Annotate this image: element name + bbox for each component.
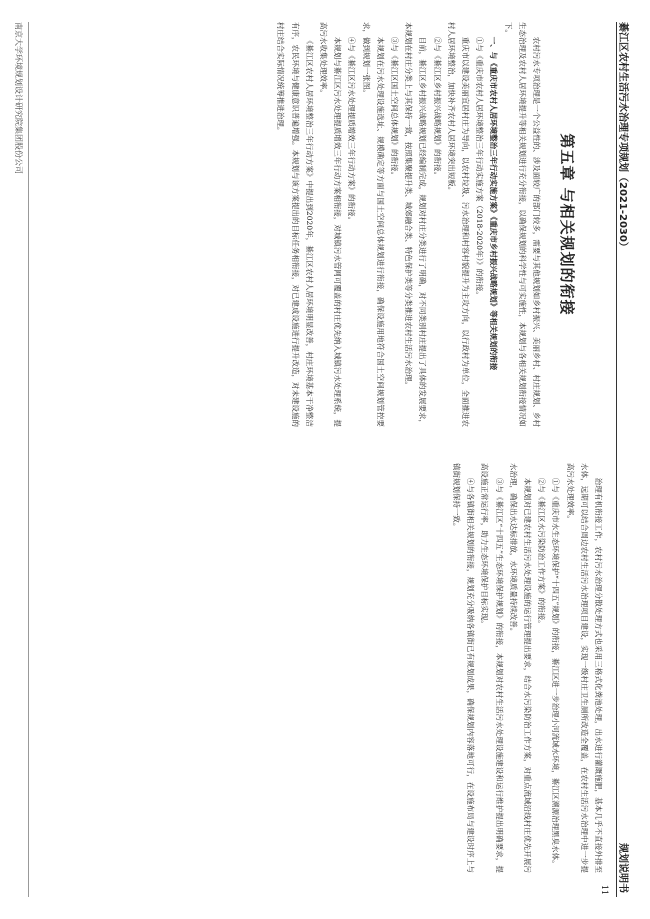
page-number: 11	[600, 884, 609, 895]
paragraph: ①与《重庆市农村人居环境整治三年行动实施方案（2018-2020年）》的衔接。	[475, 36, 485, 299]
right-column	[449, 463, 605, 873]
left-column	[273, 22, 605, 427]
paragraph: ②与《綦江区水污染防治工作方案》的衔接。	[537, 477, 547, 628]
paragraph: ④与《綦江区污水处理提质增效三年行动方案》的衔接。	[347, 36, 357, 225]
paragraph: 农村污水专项治理是一个公益性的、涉及面较广的部门较多，需要与其他规划如乡村振兴、美丽乡村、村庄规划、乡村生态治理及农村人居环境提升等相关规划进行充分衔接，以确保规划的科学性与可实施性，本规划与各相关规划衔接情况如下。	[503, 22, 541, 427]
paragraph: 本规划对已建农村生活污水处理设施的运行管理提出要求，结合水污染防治工作方案，对重点流域沿线村庄优先开展污水治理，确保出水达标排放，水环境质量持续改善。	[508, 463, 532, 873]
header-doc-type: 规划说明书	[617, 843, 628, 893]
paragraph: 本规划与綦江区污水处理提质增效三年行动方案相衔接，对城镇污水管网可覆盖的村庄优先纳入城镇污水处理系统，提高污水收集处理效率。	[318, 22, 343, 427]
paragraph: ③与《綦江区国土空间总体规划》的衔接。	[389, 36, 399, 180]
paragraph: ④与各镇街相关规划的衔接，规划充分吸纳各镇街已有规划成果，确保规划内容落地可行，在设施布局与建设时序上与镇街规划保持一致。	[451, 463, 476, 873]
paragraph: 本规划在污水处理设施选址、规模确定等方面与国土空间总体规划进行衔接，确保设施用地符合国土空间规划管控要求，做到规划一张图。	[361, 22, 385, 427]
paragraph: ③与《綦江区“十四五”生态环境保护规划》的衔接，本规划对农村生活污水处理设施建设和运行维护提出明确要求，提高设施正常运行率，助力生态环境保护目标实现。	[480, 463, 504, 873]
section-heading: 一、与《重庆市农村人居环境整治三年行动实施方案》《重庆市乡村振兴战略规划》等相关规划的衔接	[489, 36, 499, 371]
chapter-title: 第五章 与相关规划的衔接	[558, 133, 576, 316]
paragraph: ①与《重庆市水生态环境保护“十四五”规划》的衔接，綦江区进一步治理小河流域水环境，綦江区溯源治理黑臭水体。	[551, 477, 561, 868]
header-rule	[616, 22, 617, 897]
paragraph: 治理有机衔接工作，农村污水治理分散处理方式也采用三格式化粪池处理，出水进行灌溉施肥，基本几乎不直接外排至水体，远期可以结合周边农村生活污水治理项目建设，实现一级村庄卫生厕所改造全覆盖，在农村生活污水治理中进一步提高污水处理效率。	[565, 463, 603, 873]
footer-organization: 南京大学环境规划设计研究院集团股份公司	[14, 22, 23, 174]
header-title: 綦江区农村生活污水治理专项规划（2021-2030）	[617, 22, 628, 252]
paragraph: ②与《綦江区乡村振兴战略规划》的衔接。	[432, 36, 442, 180]
paragraph: 目前，綦江区乡村振兴战略规划已经编制完成，规划对村庄分类进行了明确，对不同类别村庄提出了具体的发展要求，本规划在村庄分类上与其保持一致，按照集聚提升类、城郊融合类、特色保护类等分类推进农村生活污水治理。	[404, 22, 428, 427]
paragraph: 重庆市以建设美丽宜居村庄为导向，以农村垃圾、污水治理和村容村貌提升为主攻方向，以行政村为单位，全面推进农村人居环境整治，加快补齐农村人居环境突出短板。	[446, 22, 470, 427]
footer-rule	[28, 22, 29, 897]
paragraph: 《綦江区农村人居环境整治三年行动方案》中提出到2020年，綦江区农村人居环境明显改善，村庄环境基本干净整洁有序，农民环境与健康意识普遍增强。本规划与该方案提出的目标任务相衔接，对已建成设施进行提升改造，对未建设施的村庄结合实际情况统筹推进治理。	[276, 22, 314, 427]
